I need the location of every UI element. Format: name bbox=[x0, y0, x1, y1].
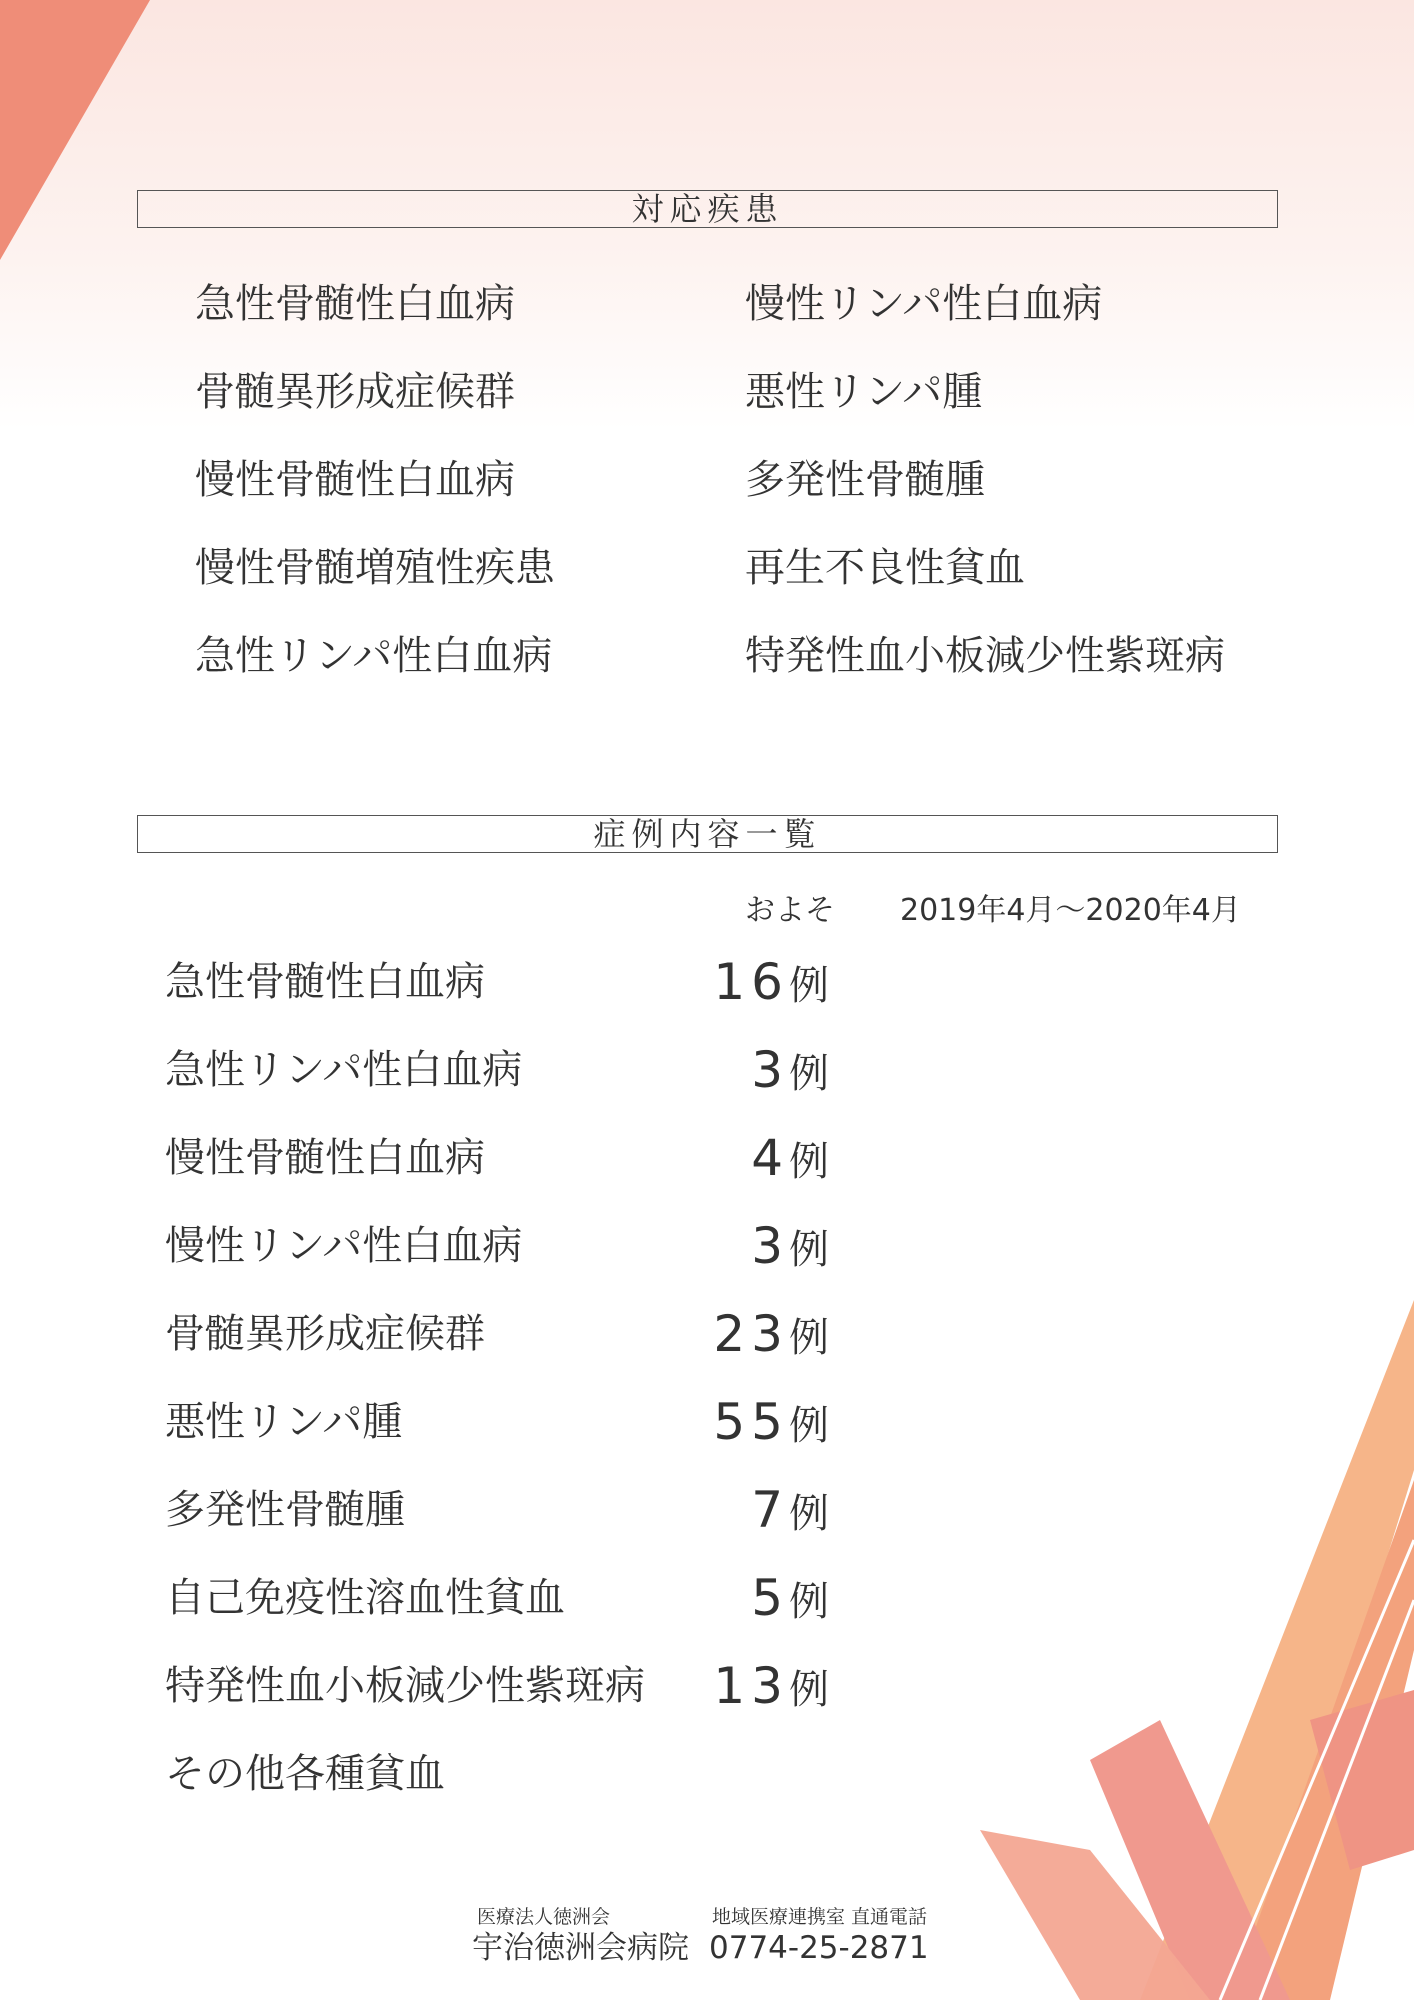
case-unit: 例 bbox=[789, 1579, 829, 1625]
case-count-number: 23 bbox=[713, 1305, 789, 1363]
top-left-stripe bbox=[0, 0, 150, 260]
case-unit: 例 bbox=[789, 1051, 829, 1097]
case-count bbox=[751, 1217, 829, 1275]
case-count bbox=[713, 1657, 829, 1715]
section-title-case-list: 症例内容一覧 bbox=[137, 815, 1278, 853]
period-label: 2019年4月～2020年4月 bbox=[900, 893, 1241, 928]
case-count-number: 3 bbox=[751, 1041, 789, 1099]
bottom-right-stripes bbox=[980, 1300, 1414, 2000]
disease-item: 急性リンパ性白血病 bbox=[195, 633, 553, 679]
case-unit: 例 bbox=[789, 1315, 829, 1361]
footer-org: 医療法人徳洲会 bbox=[477, 1906, 611, 1928]
case-count bbox=[713, 1393, 829, 1451]
approx-label: およそ bbox=[745, 893, 835, 928]
case-count-number: 55 bbox=[713, 1393, 789, 1451]
case-count bbox=[751, 1569, 829, 1627]
case-name: 自己免疫性溶血性貧血 bbox=[165, 1575, 565, 1621]
disease-item: 多発性骨髄腫 bbox=[745, 457, 985, 503]
case-name: 多発性骨髄腫 bbox=[165, 1487, 405, 1533]
case-unit: 例 bbox=[789, 1403, 829, 1449]
disease-item: 特発性血小板減少性紫斑病 bbox=[745, 633, 1225, 679]
case-name: 慢性骨髄性白血病 bbox=[165, 1135, 485, 1181]
case-name: 骨髄異形成症候群 bbox=[165, 1311, 485, 1357]
disease-item: 慢性骨髄増殖性疾患 bbox=[195, 545, 555, 591]
case-name: その他各種貧血 bbox=[165, 1751, 445, 1797]
section-title-supported-diseases: 対応疾患 bbox=[137, 190, 1278, 228]
disease-item: 再生不良性貧血 bbox=[745, 545, 1025, 591]
footer-hospital: 宇治徳洲会病院 bbox=[472, 1930, 689, 1966]
case-name: 慢性リンパ性白血病 bbox=[165, 1223, 523, 1269]
footer-phone: 0774-25-2871 bbox=[709, 1930, 929, 1966]
case-count bbox=[751, 1041, 829, 1099]
case-unit: 例 bbox=[789, 963, 829, 1009]
case-count bbox=[751, 1481, 829, 1539]
disease-item: 骨髄異形成症候群 bbox=[195, 369, 515, 415]
footer-dept: 地域医療連携室 直通電話 bbox=[712, 1906, 928, 1928]
case-unit: 例 bbox=[789, 1227, 829, 1273]
case-count bbox=[713, 1305, 829, 1363]
case-name: 悪性リンパ腫 bbox=[165, 1399, 403, 1445]
case-count-number: 4 bbox=[751, 1129, 789, 1187]
case-count-number: 3 bbox=[751, 1217, 789, 1275]
case-unit: 例 bbox=[789, 1139, 829, 1185]
case-unit: 例 bbox=[789, 1667, 829, 1713]
case-count-number: 16 bbox=[713, 953, 789, 1011]
disease-item: 慢性骨髄性白血病 bbox=[195, 457, 515, 503]
case-count bbox=[713, 953, 829, 1011]
case-count-number: 7 bbox=[751, 1481, 789, 1539]
case-unit: 例 bbox=[789, 1491, 829, 1537]
case-count bbox=[751, 1129, 829, 1187]
case-name: 特発性血小板減少性紫斑病 bbox=[165, 1663, 645, 1709]
case-count-number: 5 bbox=[751, 1569, 789, 1627]
case-count-number: 13 bbox=[713, 1657, 789, 1715]
case-name: 急性骨髄性白血病 bbox=[165, 959, 485, 1005]
case-name: 急性リンパ性白血病 bbox=[165, 1047, 523, 1093]
disease-item: 急性骨髄性白血病 bbox=[195, 281, 515, 327]
disease-item: 慢性リンパ性白血病 bbox=[745, 281, 1103, 327]
disease-item: 悪性リンパ腫 bbox=[745, 369, 983, 415]
